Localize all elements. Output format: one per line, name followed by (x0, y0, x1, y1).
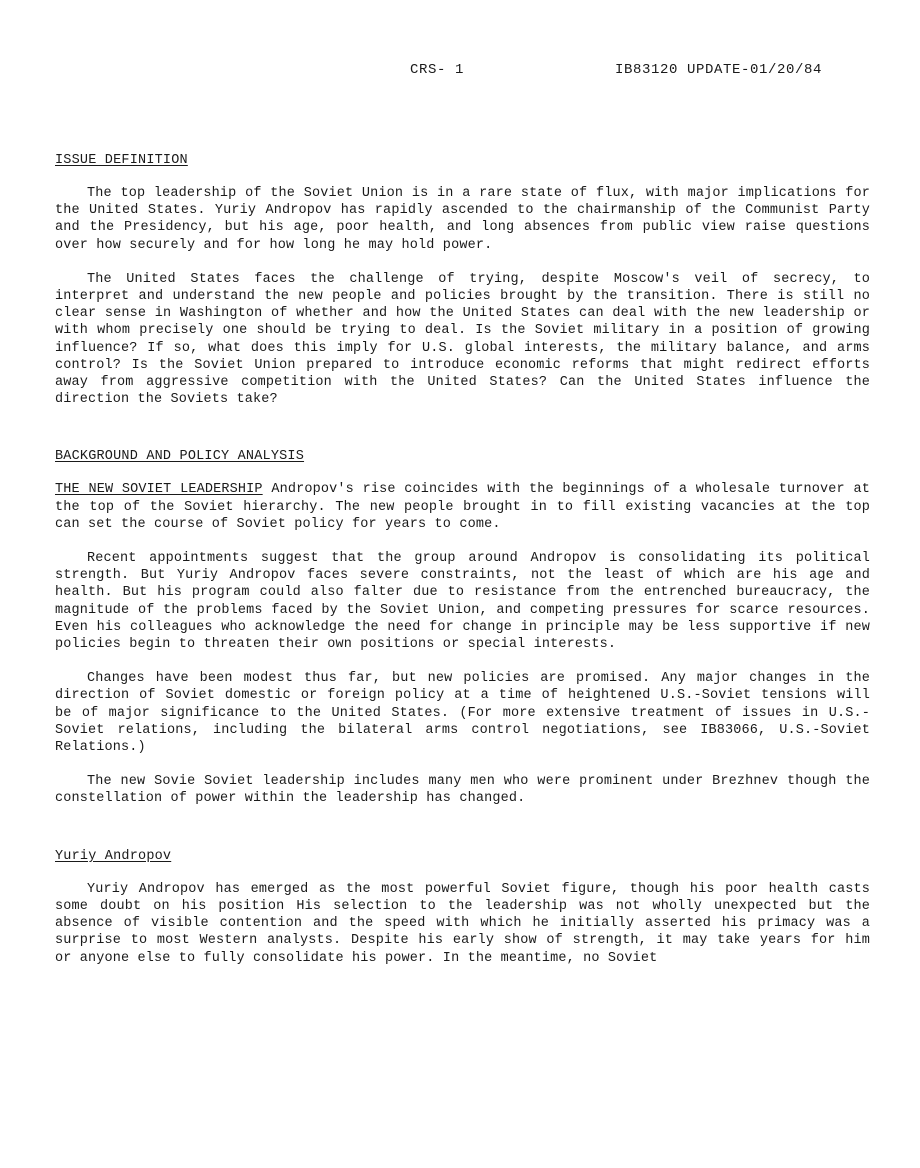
document-body (55, 152, 870, 967)
andropov-heading: Yuriy Andropov (55, 848, 172, 864)
background-paragraph-3: Changes have been modest thus far, but new policies are promised. Any major changes in the direction of Soviet domestic or foreign policy at a time of heightened U.S.-Soviet tensions will be of major significance to the United States. (For more extensive treatment of issues in U.S.-Soviet relations, including the bilateral arms control negotiations, see IB83066, U.S.-Soviet Relations.) (55, 671, 870, 756)
new-leadership-text: Andropov's rise coincides with the beginnings of a wholesale turnover at the top of the Soviet hierarchy. The new people brought in to fill existing vacancies at the top can set the course of Soviet policy for years to come. (55, 482, 870, 532)
background-paragraph-4: The new Sovie Soviet leadership includes many men who were prominent under Brezhnev though the constellation of power within the leadership has changed. (55, 774, 870, 807)
issue-definition-paragraph-2: The United States faces the challenge of trying, despite Moscow's veil of secrecy, to interpret and understand the new people and policies brought by the transition. There is still no clear sense in Washington of whether and how the United States can deal with the new leadership or with whom precisely one should be trying to deal. Is the Soviet military in a position of growing influence? If so, what does this imply for U.S. global interests, the military balance, and arms control? Is the Soviet Union prepared to introduce economic reforms that might redirect efforts away from aggressive competition with the United States? Can the United States influence the direction the Soviets take? (55, 271, 870, 408)
new-leadership-subheading: THE NEW SOVIET LEADERSHIP (55, 482, 263, 498)
issue-definition-paragraph-1: The top leadership of the Soviet Union is in a rare state of flux, with major implications for the United States. Yuriy Andropov has rapidly ascended to the chairmanship of the Communist Party and the Presidency, but his age, poor health, and long absences from public view raise questions over how securely and for how long he may hold power. (55, 186, 870, 253)
crs-page-number: CRS- 1 (410, 62, 465, 78)
new-leadership-paragraph (55, 481, 870, 533)
andropov-paragraph: Yuriy Andropov has emerged as the most powerful Soviet figure, though his poor health casts some doubt on his position His selection to the leadership was not wholly unexpected but the absence of visible contention and the speed with which he initially asserted his primacy was a surprise to most Western analysts. Despite his early show of strength, it may take years for him or anyone else to fully consolidate his power. In the meantime, no Soviet (55, 881, 870, 966)
page-header (0, 62, 920, 82)
background-heading: BACKGROUND AND POLICY ANALYSIS (55, 449, 305, 465)
issue-brief-id-update: IB83120 UPDATE-01/20/84 (615, 62, 823, 78)
issue-definition-heading: ISSUE DEFINITION (55, 153, 188, 168)
background-paragraph-2: Recent appointments suggest that the group around Andropov is consolidating its political strength. But Yuriy Andropov faces severe constraints, not the least of which are his age and health. But his program could also falter due to resistance from the entrenched bureaucracy, the magnitude of the problems faced by the Soviet Union, and competing pressures for scarce resources. Even his colleagues who acknowledge the need for change in principle may be less supportive if new policies begin to threaten their own positions or special interests. (55, 551, 870, 653)
